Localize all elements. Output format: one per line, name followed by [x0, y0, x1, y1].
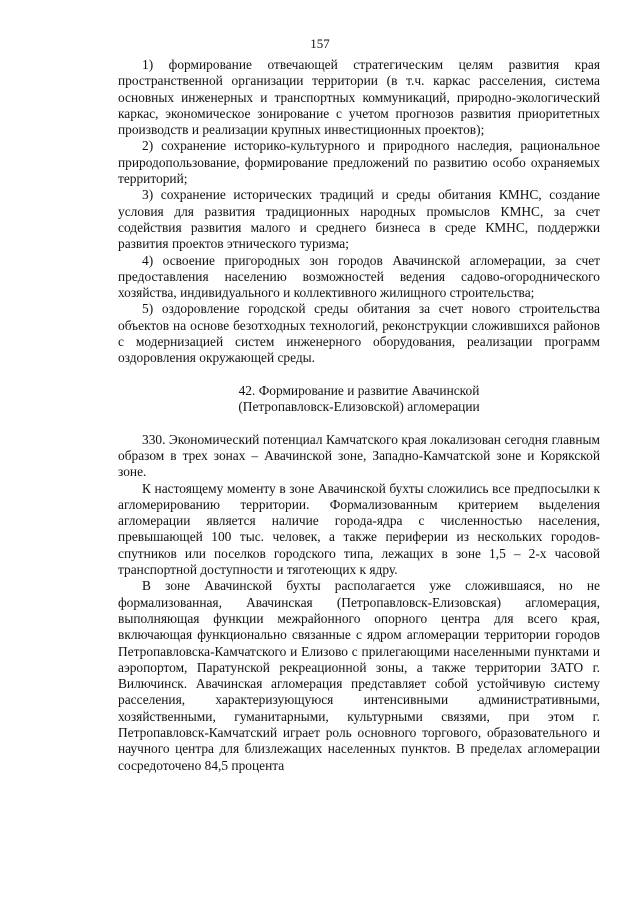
list-item: 1) формирование отвечающей стратегическим целям развития края пространственной организации территории (в т.ч. каркас расселения, система основных инженерных и транспортных коммуникаций, природно-экологический каркас, экономическое зонирование с учетом прогнозов развития приоритетных производств и реализации крупных инвестиционных проектов); — [118, 57, 600, 138]
paragraph: В зоне Авачинской бухты располагается уже сложившаяся, но не формализованная, Авачинская (Петропавловск-Елизовская) агломерация, выполняющая функции межрайонного опорного центра для всего края, включающая функционально связанные с ядром агломерации территории городов Петропавловска-Камчатского и Елизово с прилегающими населенными пунктами и аэропортом, Паратунской рекреационной зоны, а также территории ЗАТО г. Вилючинск. Авачинская агломерация представляет собой устойчивую систему расселения, характеризующуюся интенсивными административными, хозяйственными, гуманитарными, культурными связями, при этом г. Петропавловск-Камчатский играет роль основного торгового, образовательного и научного центра для близлежащих населенных пунктов. В пределах агломерации сосредоточено 84,5 процента — [118, 578, 600, 773]
list-item: 4) освоение пригородных зон городов Авачинской агломерации, за счет предоставления населению возможностей ведения садово-огороднического хозяйства, индивидуального и коллективного жилищного строительства; — [118, 252, 600, 301]
paragraph: К настоящему моменту в зоне Авачинской бухты сложились все предпосылки к агломерированию территории. Формализованным критерием выделения агломерации является наличие города-ядра с численностью населения, превышающей 100 тыс. человек, а также периферии из нескольких городов-спутников или поселков городского типа, лежащих в зоне 1,5 – 2-х часовой транспортной доступности и тяготеющих к ядру. — [118, 480, 600, 578]
document-body — [118, 57, 600, 774]
section-heading-line: (Петропавловск-Елизовской) агломерации — [238, 399, 480, 415]
list-item: 2) сохранение историко-культурного и природного наследия, рациональное природопользование, формирование предложений по развитию особо охраняемых территорий; — [118, 138, 600, 187]
paragraph: 330. Экономический потенциал Камчатского края локализован сегодня главным образом в трех зонах – Авачинской зоне, Западно-Камчатской зоне и Корякской зоне. — [118, 431, 600, 480]
list-item: 3) сохранение исторических традиций и среды обитания КМНС, создание условия для развития традиционных народных промыслов КМНС, за счет содействия развития малого и среднего бизнеса в среде КМНС, поддержки развития проектов этнического туризма; — [118, 187, 600, 252]
page-number: 157 — [310, 36, 330, 51]
section-heading — [118, 383, 600, 416]
section-heading-line: 42. Формирование и развитие Авачинской — [238, 382, 480, 398]
list-item: 5) оздоровление городской среды обитания за счет нового строительства объектов на основе безотходных технологий, реконструкции сложившихся районов с модернизацией систем инженерного оборудования, реализации программ оздоровления окружающей среды. — [118, 301, 600, 366]
